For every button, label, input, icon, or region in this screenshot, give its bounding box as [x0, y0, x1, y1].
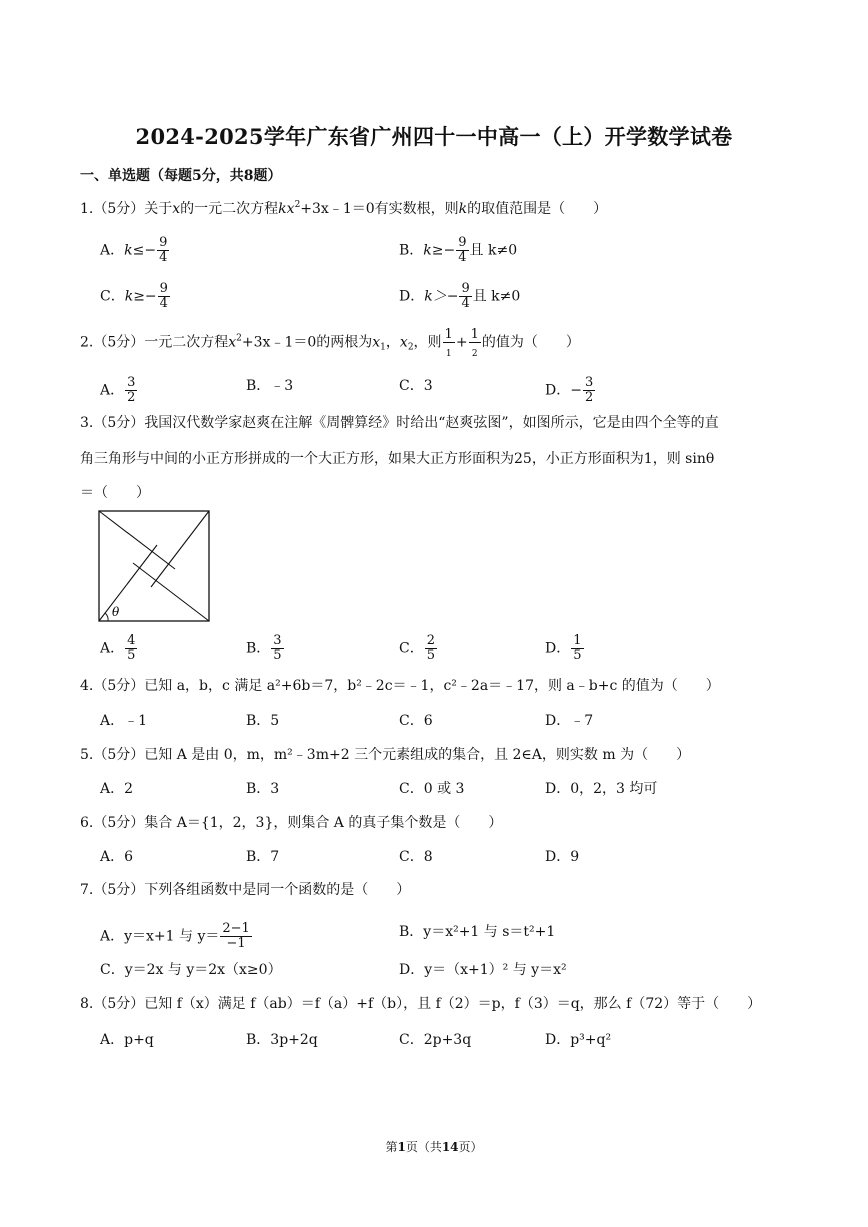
q6-option-b[interactable]: B．7 — [246, 849, 280, 865]
q1-option-c[interactable]: C．k≥− $\frac{9}{4}$ — [100, 281, 168, 311]
q1-option-a[interactable]: A．k≤− $\frac{9}{4}$ — [100, 235, 168, 265]
q4-option-b[interactable]: B．5 — [246, 713, 280, 729]
q7-option-d[interactable]: D．y＝（x+1）² 与 y＝x² — [399, 962, 567, 978]
q1-option-d[interactable]: D．k＞− $\frac{9}{4}$ 且 k≠0 — [399, 281, 521, 311]
q7-option-c[interactable]: C．y＝2x 与 y＝2x（x≥0） — [100, 962, 282, 978]
q2-option-d[interactable]: D．− $\frac{3}{2}$ — [545, 375, 594, 405]
q6-option-c[interactable]: C．8 — [399, 849, 433, 865]
page-footer: 第1页（共14页） — [385, 1140, 483, 1154]
q8-option-a[interactable]: A．p+q — [100, 1032, 154, 1048]
q8-option-d[interactable]: D．p³+q² — [545, 1032, 612, 1048]
q5-option-a[interactable]: A．2 — [100, 781, 134, 797]
q7-option-b[interactable]: B．y＝x²+1 与 s＝t²+1 — [399, 924, 556, 940]
q3-option-b[interactable]: B． $\frac{3}{5}$ — [246, 633, 282, 663]
question-3-line-1: 3.（5分）我国汉代数学家赵爽在注解《周髀算经》时给出“赵爽弦图”，如图所示，它是由四个全等的直 — [80, 415, 719, 431]
triangle-edge-1 — [99, 511, 175, 569]
q2-option-b[interactable]: B．﹣3 — [246, 378, 294, 394]
q4-option-a[interactable]: A．﹣1 — [100, 713, 148, 729]
question-1: 1.（5分）关于x的一元二次方程$kx^2+3x﹣1=0$有实数根，则k的取值范围是（ ） — [80, 200, 608, 217]
q7-option-a[interactable]: A．y＝x+1 与 y＝ $\frac{2-1}{-1}$ — [100, 921, 250, 951]
question-5: 5.（5分）已知 A 是由 0，m，m²﹣3m+2 三个元素组成的集合，且 2∈A，则实数 m 为（ ） — [80, 747, 691, 763]
q3-option-c[interactable]: C． $\frac{2}{5}$ — [399, 633, 435, 663]
q6-option-a[interactable]: A．6 — [100, 849, 134, 865]
q6-option-d[interactable]: D．9 — [545, 849, 580, 865]
q4-option-c[interactable]: C．6 — [399, 713, 433, 729]
theta-arc — [105, 613, 108, 621]
q3-option-a[interactable]: A． $\frac{4}{5}$ — [100, 633, 136, 663]
q5-option-c[interactable]: C．0 或 3 — [399, 781, 465, 797]
page-title: 2024-2025学年广东省广州四十一中高一（上）开学数学试卷 — [135, 124, 733, 149]
zhao-shuang-figure — [98, 510, 210, 622]
triangle-edge-4 — [99, 545, 157, 621]
question-2: 2.（5分）一元二次方程$x^2+3x﹣1=0$的两根为$x_1$，$x_2$，则 $\frac{1}{_1}$ + $\frac{1}{_2}$ 的值为（ ） — [80, 327, 580, 359]
triangle-edge-2 — [151, 511, 209, 587]
q2-option-c[interactable]: C．3 — [399, 378, 433, 394]
q5-option-d[interactable]: D．0，2，3 均可 — [545, 781, 658, 797]
question-3-line-3: ＝（ ） — [80, 485, 150, 501]
question-4: 4.（5分）已知 a，b，c 满足 a²+6b＝7，b²﹣2c＝﹣1，c²﹣2a＝﹣17，则 a﹣b+c 的值为（ ） — [80, 678, 720, 694]
q8-option-c[interactable]: C．2p+3q — [399, 1032, 472, 1048]
q4-option-d[interactable]: D．﹣7 — [545, 713, 594, 729]
theta-label: θ — [112, 605, 120, 619]
question-7: 7.（5分）下列各组函数中是同一个函数的是（ ） — [80, 882, 411, 898]
question-3-line-2: 角三角形与中间的小正方形拼成的一个大正方形，如果大正方形面积为25，小正方形面积为1，则 sinθ — [80, 451, 715, 467]
q3-option-d[interactable]: D． $\frac{1}{5}$ — [545, 633, 582, 663]
q1-option-b[interactable]: B．k≥− $\frac{9}{4}$ 且 k≠0 — [399, 235, 518, 265]
question-6: 6.（5分）集合 A＝{1，2，3}，则集合 A 的真子集个数是（ ） — [80, 815, 503, 831]
q2-option-a[interactable]: A． $\frac{3}{2}$ — [100, 375, 136, 405]
q5-option-b[interactable]: B．3 — [246, 781, 280, 797]
question-8: 8.（5分）已知 f（x）满足 f（ab）＝f（a）+f（b），且 f（2）＝p，f（3）＝q，那么 f（72）等于（ ） — [80, 996, 762, 1012]
section-heading: 一、单选题（每题5分，共8题） — [80, 168, 282, 184]
triangle-edge-3 — [133, 563, 209, 621]
q8-option-b[interactable]: B．3p+2q — [246, 1032, 318, 1048]
